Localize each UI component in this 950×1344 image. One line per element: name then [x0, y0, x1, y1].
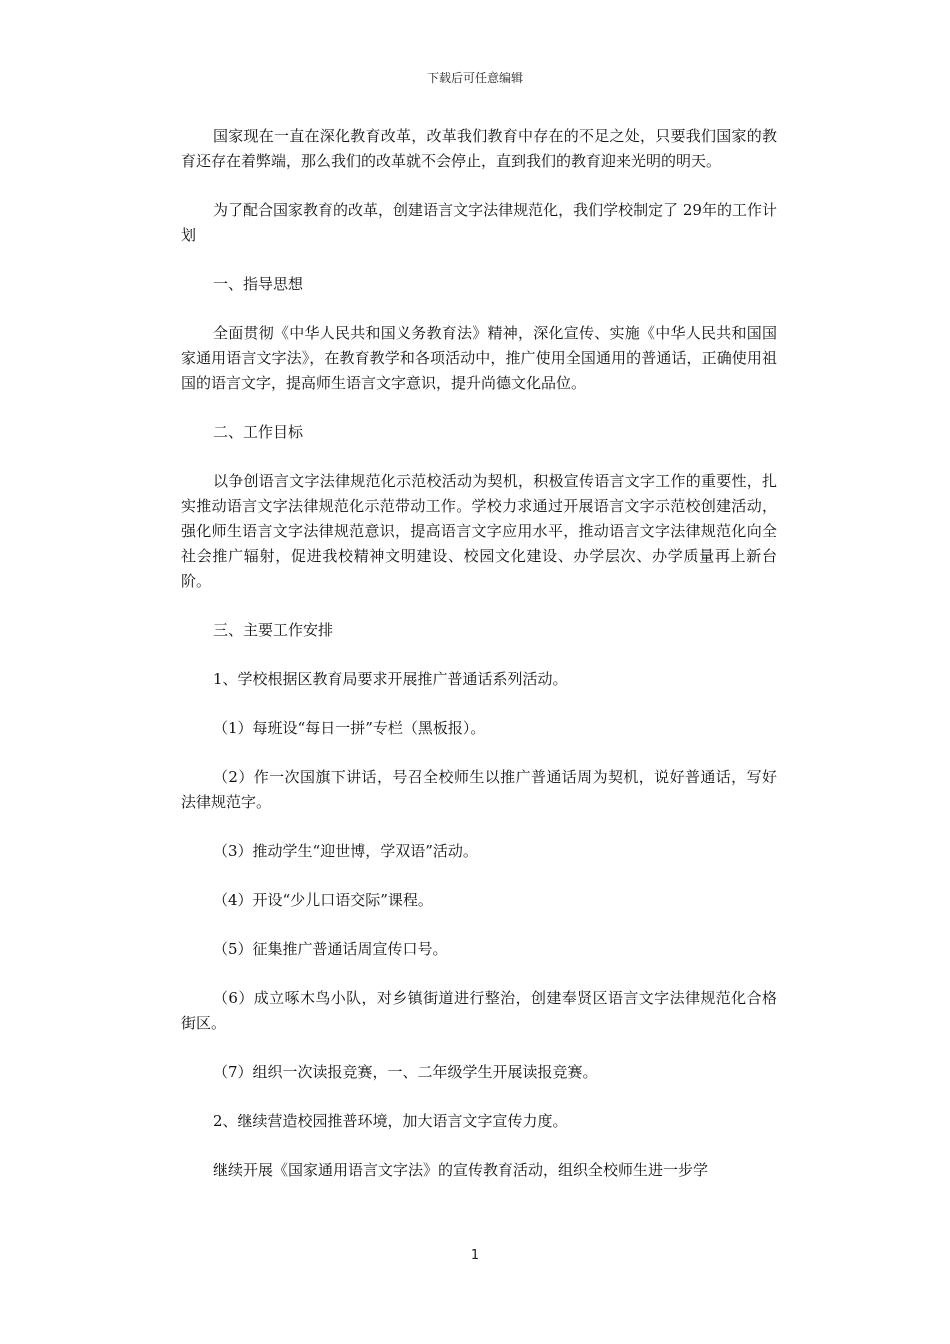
sub-item-2: （2）作一次国旗下讲话，号召全校师生以推广普通话周为契机，说好普通话，写好法律规范字。 [181, 768, 777, 811]
sub-item-6: （6）成立啄木鸟小队，对乡镇街道进行整治，创建奉贤区语言文字法律规范化合格街区。 [181, 989, 777, 1032]
list-item-2: 2、继续营造校园推普环境，加大语言文字宣传力度。 [213, 1112, 568, 1130]
paragraph-intro: 国家现在一直在深化教育改革，改革我们教育中存在的不足之处，只要我们国家的教育还存在着弊端，那么我们的改革就不会停止，直到我们的教育迎来光明的明天。 [181, 127, 777, 170]
sub-item-5: （5）征集推广普通话周宣传口号。 [213, 940, 448, 958]
list-item-1: 1、学校根据区教育局要求开展推广普通话系列活动。 [213, 670, 568, 688]
heading-work-goal: 二、工作目标 [213, 423, 304, 441]
sub-item-1: （1）每班设“每日一拼”专栏（黑板报）。 [213, 719, 486, 737]
heading-main-arrangements: 三、主要工作安排 [213, 621, 334, 639]
paragraph-continue: 继续开展《国家通用语言文字法》的宣传教育活动，组织全校师生进一步学 [213, 1161, 709, 1179]
paragraph-guiding-thought: 全面贯彻《中华人民共和国义务教育法》精神，深化宣传、实施《中华人民共和国国家通用语言文字法》，在教育教学和各项活动中，推广使用全国通用的普通话，正确使用祖国的语言文字，提高师生语言文字意识，提升尚德文化品位。 [181, 324, 777, 392]
page-header: 下载后可任意编辑 [426, 71, 523, 85]
sub-item-3: （3）推动学生“迎世博，学双语”活动。 [213, 842, 478, 860]
sub-item-7: （7）组织一次读报竞赛，一、二年级学生开展读报竞赛。 [213, 1063, 598, 1081]
heading-guiding-thought: 一、指导思想 [213, 275, 304, 293]
page-number: 1 [470, 1248, 480, 1263]
paragraph-work-goal: 以争创语言文字法律规范化示范校活动为契机，积极宣传语言文字工作的重要性，扎实推动语言文字法律规范化示范带动工作。学校力求通过开展语言文字示范校创建活动，强化师生语言文字法律规范意识，提高语言文字应用水平，推动语言文字法律规范化向全社会推广辐射，促进我校精神文明建设、校园文化建设、办学层次、办学质量再上新台阶。 [181, 472, 777, 590]
paragraph-plan: 为了配合国家教育的改革，创建语言文字法律规范化，我们学校制定了 29年的工作计划 [181, 201, 777, 244]
sub-item-4: （4）开设“少儿口语交际”课程。 [213, 891, 433, 909]
document-body [181, 124, 777, 1207]
